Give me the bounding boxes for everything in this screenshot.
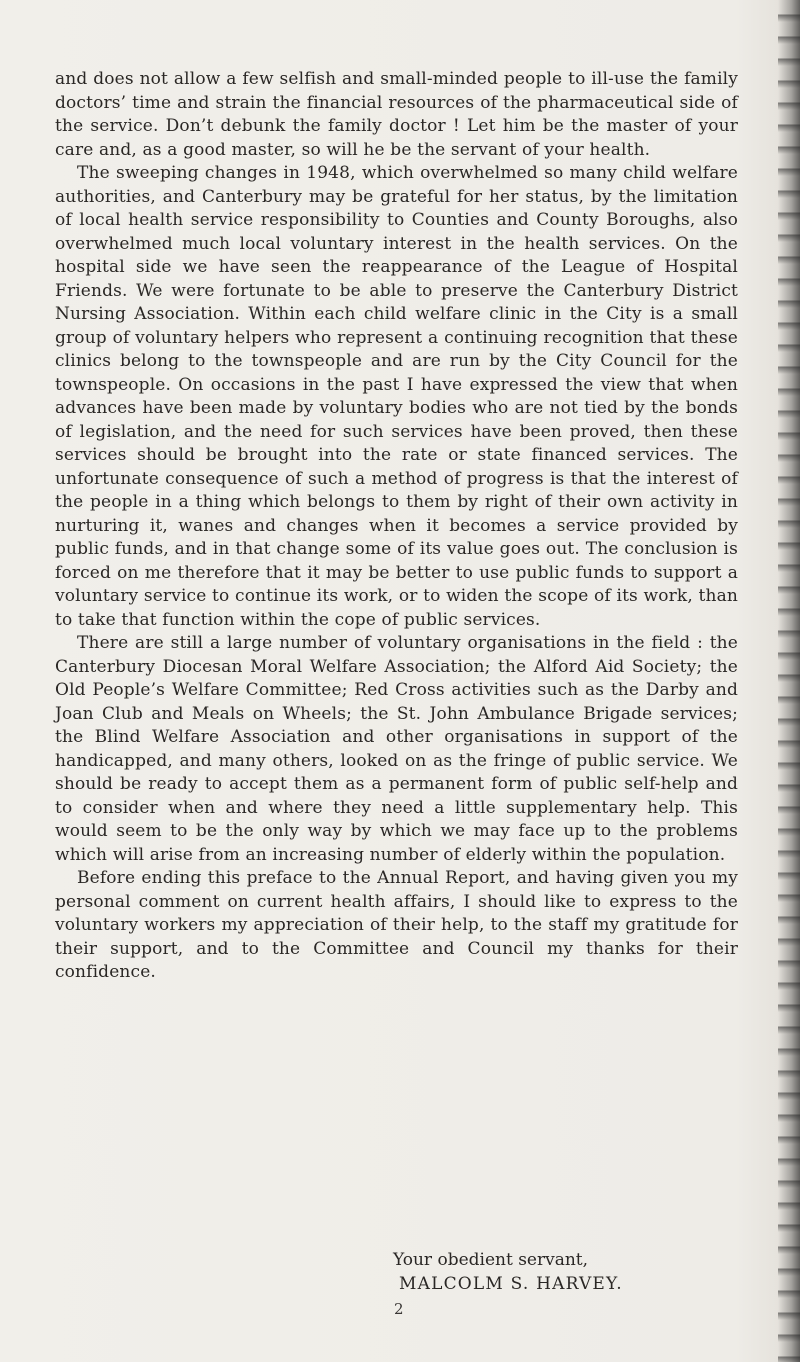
binding-edge bbox=[778, 0, 800, 1362]
paragraph-closing-thanks: Before ending this preface to the Annual Report, and having given you my personal comment on current health affairs, I should like to express to the voluntary workers my appreciation of their help, to the staff my gratitude for their support, and to the Committee and Council my thanks for their confidence. bbox=[55, 868, 738, 982]
paragraph-voluntary-organisations: There are still a large number of voluntary organisations in the field : the Canterbury Diocesan Moral Welfare Association; the Alford Aid Society; the Old People’s Welfare Committee; Red Cross activities such as the Darby and Joan Club and Meals on Wheels; the St. John Ambulance Brigade services; the Blind Welfare Association and other organisations in support of the handicapped, and many others, looked on as the fringe of public service. We should be ready to accept them as a permanent form of public self-help and to consider when and where they need a little supplementary help. This would seem to be the only way by which we may face up to the problems which will arise from an increasing number of elderly within the population. bbox=[55, 633, 738, 865]
paragraph-continuation: and does not allow a few selfish and small-minded people to ill-use the family doctors’ time and strain the financial resources of the pharmaceutical side of the service. Don’t debunk the family doctor ! Let him be the master of your care and, as a good master, so will he be the servant of your health. bbox=[55, 69, 738, 160]
signature: MALCOLM S. HARVEY. bbox=[399, 1274, 623, 1294]
signoff bbox=[393, 1248, 623, 1296]
closing-line: Your obedient servant, bbox=[393, 1250, 589, 1270]
page-number: 2 bbox=[394, 1300, 404, 1318]
body-text bbox=[55, 68, 738, 985]
paragraph-1948-changes: The sweeping changes in 1948, which overwhelmed so many child welfare authorities, and Canterbury may be grateful for her status, by the limitation of local health service responsibility to Counties and County Boroughs, also overwhelmed much local voluntary interest in the health services. On the hospital side we have seen the reappearance of the League of Hospital Friends. We were fortunate to be able to preserve the Canterbury District Nursing Association. Within each child welfare clinic in the City is a small group of voluntary helpers who represent a continuing recognition that these clinics belong to the townspeople and are run by the City Council for the townspeople. On occasions in the past I have expressed the view that when advances have been made by voluntary bodies who are not tied by the bonds of legislation, and the need for such services have been proved, then these services should be brought into the rate or state financed services. The unfortunate consequence of such a method of progress is that the interest of the people in a thing which belongs to them by right of their own activity in nurturing it, wanes and changes when it becomes a service provided by public funds, and in that change some of its value goes out. The conclusion is forced on me therefore that it may be better to use public funds to support a voluntary service to continue its work, or to widen the scope of its work, than to take that function within the cope of public services. bbox=[55, 163, 738, 630]
